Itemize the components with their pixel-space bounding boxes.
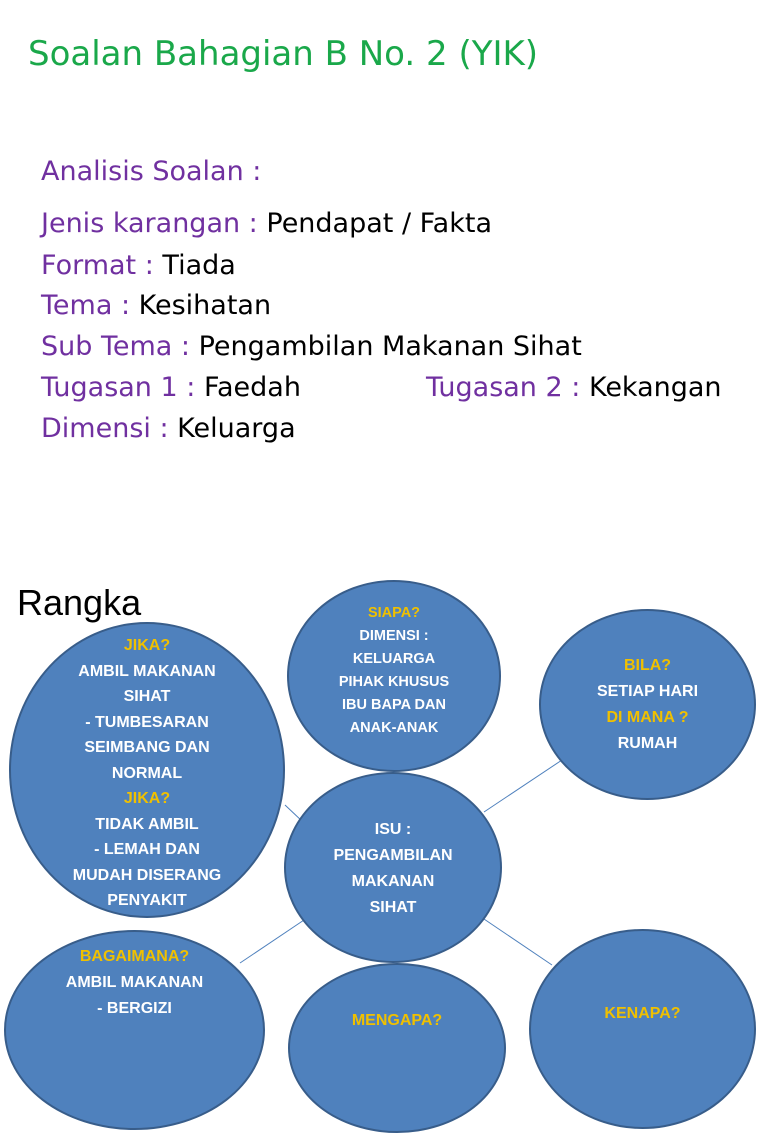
bubble-isu-line-3: MAKANAN xyxy=(351,873,435,890)
bubble-bagaimana xyxy=(4,930,265,1130)
field-subtema-label: Sub Tema : xyxy=(41,331,191,362)
field-tugasan2-value: Kekangan xyxy=(588,372,722,403)
bubble-siapa xyxy=(287,580,501,772)
bubble-jika-line-3: - TUMBESARAN xyxy=(85,713,209,731)
bubble-siapa-line-5: ANAK-ANAK xyxy=(349,720,439,736)
field-format-value: Tiada xyxy=(162,250,236,281)
bubble-jika-line-4: SEIMBANG DAN xyxy=(84,739,210,756)
analysis-heading: Analisis Soalan : xyxy=(41,156,262,187)
field-format-label: Format : xyxy=(41,250,154,281)
bubble-bagaimana-question: BAGAIMANA? xyxy=(79,948,190,965)
bubble-siapa-question: SIAPA? xyxy=(367,605,421,621)
bubble-siapa-line-2: KELUARGA xyxy=(352,651,436,667)
field-tema-label: Tema : xyxy=(41,290,131,321)
field-dimensi-label: Dimensi : xyxy=(41,413,169,444)
bubble-jika-line-9: PENYAKIT xyxy=(107,892,187,909)
bubble-kenapa xyxy=(529,929,756,1129)
rangka-heading: Rangka xyxy=(17,582,142,623)
bubble-mengapa-question: MENGAPA? xyxy=(351,1012,443,1029)
bubble-siapa-line-4: IBU BAPA DAN xyxy=(342,697,446,713)
bubble-isu-line-2: PENGAMBILAN xyxy=(333,847,453,864)
bubble-jika-line-8: MUDAH DISERANG xyxy=(72,866,222,884)
bubble-jika-question-1: JIKA? xyxy=(123,637,171,654)
field-dimensi-value: Keluarga xyxy=(177,413,296,444)
field-tema-value: Kesihatan xyxy=(138,290,272,321)
bubble-bila-line-1: SETIAP HARI xyxy=(596,683,699,700)
connector-kenapa-isu xyxy=(481,917,552,965)
connector-bagaimana-isu xyxy=(240,918,307,963)
bubble-isu xyxy=(284,772,502,963)
page-title: Soalan Bahagian B No. 2 (YIK) xyxy=(28,34,539,74)
bubble-jika-line-7: - LEMAH DAN xyxy=(94,841,200,858)
field-tugasan1-value: Faedah xyxy=(203,372,301,403)
bubble-bagaimana-line-2: - BERGIZI xyxy=(97,1000,172,1017)
bubble-jika-line-1: AMBIL MAKANAN xyxy=(78,662,216,680)
bubble-isu-line-1: ISU : xyxy=(374,821,412,838)
bubble-jika-question-2: JIKA? xyxy=(123,790,171,807)
field-subtema-value: Pengambilan Makanan Sihat xyxy=(198,331,582,362)
bubble-siapa-line-3: PIHAK KHUSUS xyxy=(338,674,450,690)
bubble-siapa-line-1: DIMENSI : xyxy=(359,628,429,644)
bubble-bila-question-1: BILA? xyxy=(623,657,672,674)
connector-bila-isu xyxy=(484,760,562,812)
bubble-kenapa-question: KENAPA? xyxy=(604,1005,681,1022)
bubble-jika xyxy=(9,622,285,918)
bubble-isu-line-4: SIHAT xyxy=(369,899,417,916)
field-jenis-value: Pendapat / Fakta xyxy=(266,208,492,239)
bubble-jika-line-2: SIHAT xyxy=(123,688,171,705)
bubble-bila-line-2: RUMAH xyxy=(617,735,678,752)
bubble-bagaimana-line-1: AMBIL MAKANAN xyxy=(65,974,204,991)
bubble-bila-question-2: DI MANA ? xyxy=(606,709,689,726)
bubble-jika-line-5: NORMAL xyxy=(111,764,183,782)
field-jenis-label: Jenis karangan : xyxy=(41,208,258,239)
bubble-mengapa xyxy=(288,963,506,1133)
bubble-jika-line-6: TIDAK AMBIL xyxy=(95,815,199,833)
field-tugasan2-label: Tugasan 2 : xyxy=(426,372,581,403)
field-tugasan1-label: Tugasan 1 : xyxy=(41,372,196,403)
bubble-bila xyxy=(539,609,756,800)
